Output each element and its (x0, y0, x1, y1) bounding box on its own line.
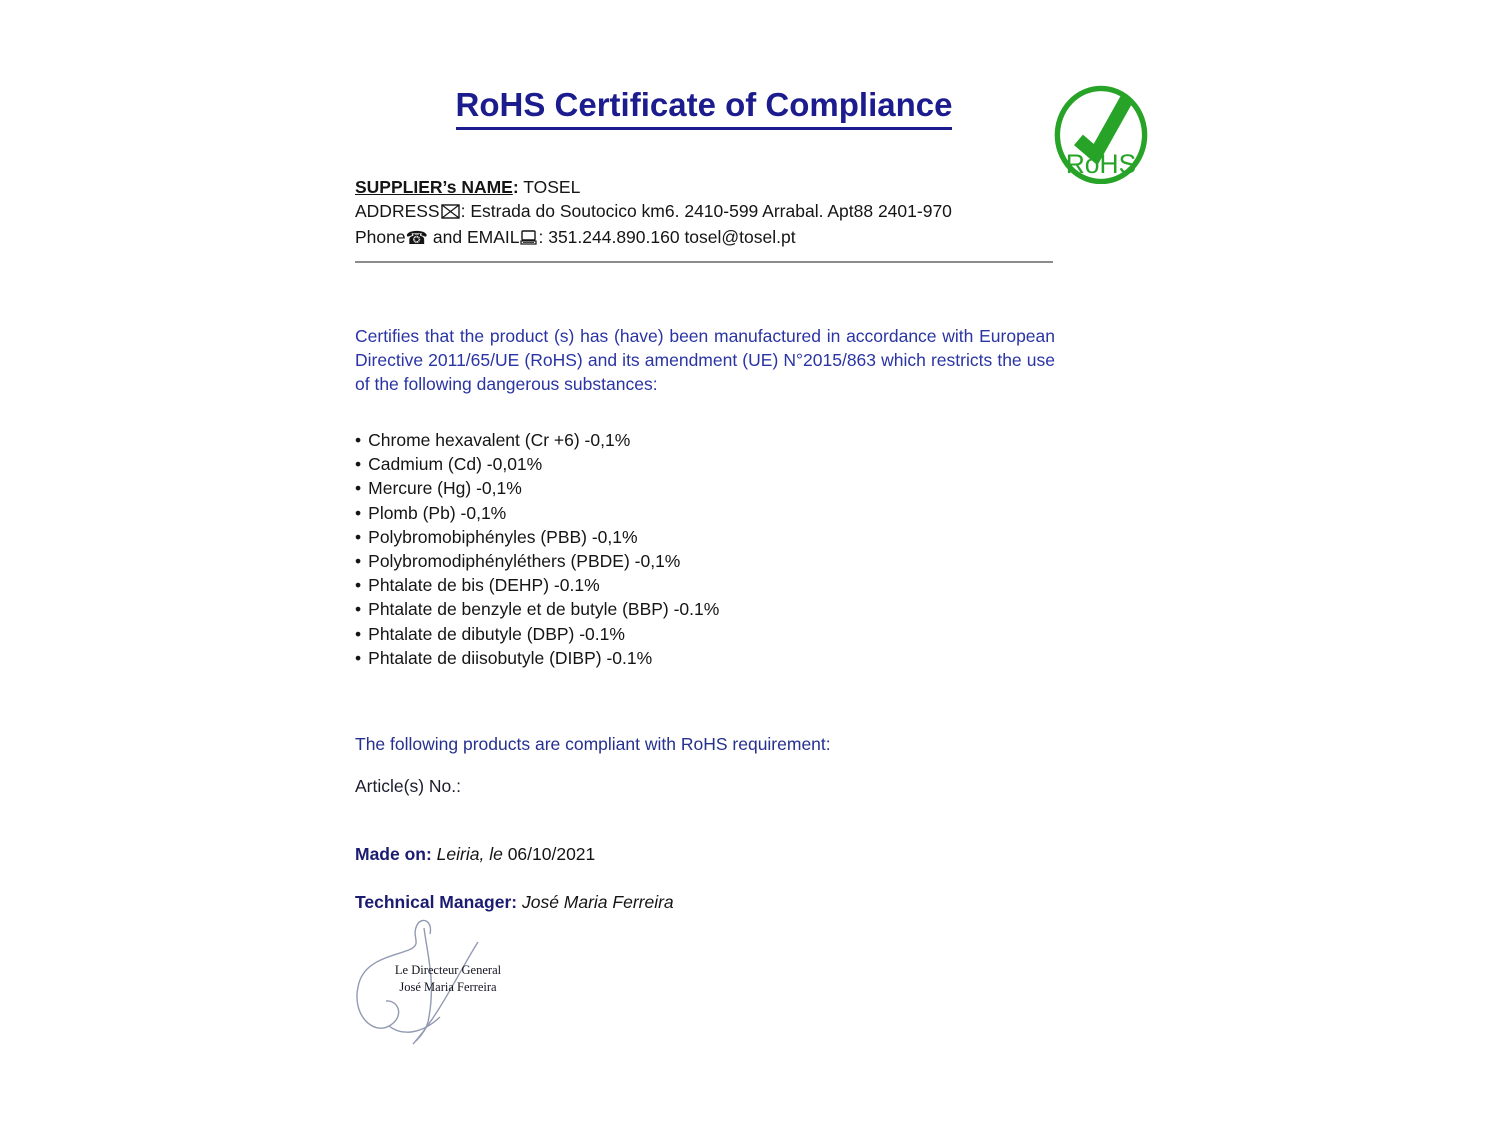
made-on-place: Leiria, le (431, 844, 503, 864)
substances-list (355, 428, 1075, 670)
supplier-block (355, 175, 1055, 251)
substance-item: • Mercure (Hg) -0,1% (355, 476, 1075, 500)
signature-title: Le Directeur General (394, 963, 502, 977)
envelope-icon (441, 201, 460, 225)
compliance-statement: The following products are compliant with RoHS requirement: (355, 734, 831, 754)
made-on-label: Made on: (355, 844, 432, 864)
supplier-name-label: SUPPLIER’s NAME (355, 177, 513, 197)
substance-item: • Phtalate de dibutyle (DBP) -0.1% (355, 622, 1075, 646)
technical-manager-name: José Maria Ferreira (517, 892, 674, 912)
technical-manager-label: Technical Manager: (355, 892, 518, 912)
supplier-name-sep: : (512, 177, 519, 197)
substance-item: • Polybromobiphényles (PBB) -0,1% (355, 525, 1075, 549)
computer-icon (520, 227, 537, 251)
substance-item: • Phtalate de benzyle et de butyle (BBP) -0.1% (355, 597, 1075, 621)
substance-item: • Cadmium (Cd) -0,01% (355, 452, 1075, 476)
substance-item: • Chrome hexavalent (Cr +6) -0,1% (355, 428, 1075, 452)
page-title-text: RoHS Certificate of Compliance (456, 86, 953, 130)
technical-manager-line (355, 892, 855, 913)
page-title (355, 86, 1053, 130)
made-on-date: 06/10/2021 (502, 844, 596, 864)
substance-item: • Phtalate de diisobutyle (DIBP) -0.1% (355, 646, 1075, 670)
checkmark-icon (1078, 98, 1127, 155)
phone-icon: ☎ (405, 228, 429, 249)
substance-item: • Polybromodiphényléthers (PBDE) -0,1% (355, 549, 1075, 573)
articles-label: Article(s) No.: (355, 776, 461, 796)
substance-item: • Plomb (Pb) -0,1% (355, 501, 1075, 525)
substance-item: • Phtalate de bis (DEHP) -0.1% (355, 573, 1075, 597)
section-divider (355, 261, 1053, 263)
phone-label: Phone (355, 227, 406, 247)
address-label: ADDRESS (355, 201, 440, 221)
certification-statement: Certifies that the product (s) has (have) been manufactured in accordance with European Directive 2011/65/UE (RoHS) and its amendment (UE) N°2015/863 which restricts the use of the following dangerous substances: (355, 325, 1055, 395)
signature-name: José Maria Ferreira (399, 980, 497, 994)
supplier-address-line (355, 199, 1055, 225)
contact-value: : 351.244.890.160 tosel@tosel.pt (538, 227, 796, 247)
address-value: : Estrada do Soutocico km6. 2410-599 Arrabal. Apt88 2401-970 (460, 201, 952, 221)
made-on-line (355, 844, 855, 865)
and-email-label: and EMAIL (428, 227, 520, 247)
rohs-logo-label: RoHS (1065, 149, 1137, 180)
supplier-name-value: TOSEL (518, 177, 581, 197)
supplier-contact-line (355, 225, 1055, 251)
signature-text-block (368, 962, 528, 996)
rohs-logo (1052, 84, 1150, 184)
supplier-name-line (355, 175, 1055, 199)
